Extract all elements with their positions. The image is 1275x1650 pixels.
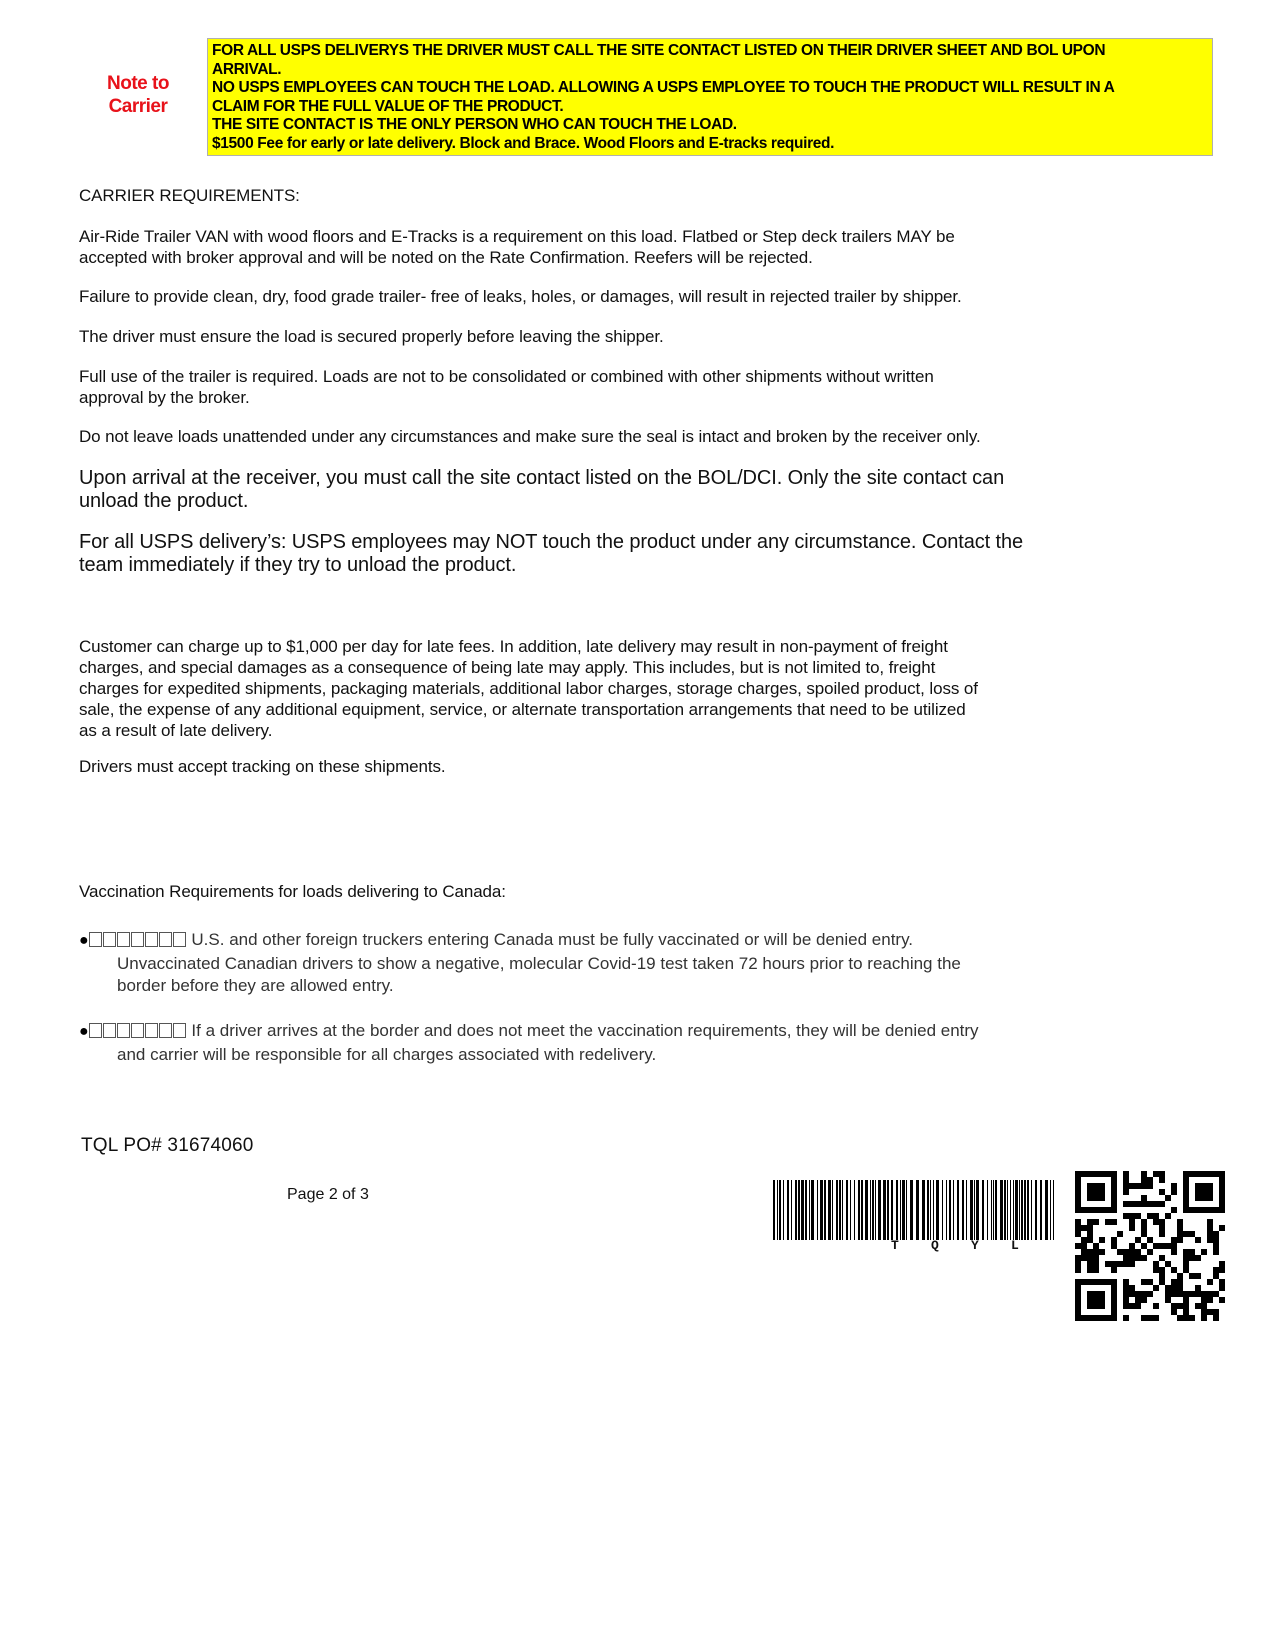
tql-po-number: TQL PO# 31674060 (81, 1135, 254, 1156)
paragraph-line: Air-Ride Trailer VAN with wood floors and E-Tracks is a requirement on this load. Flatbed or Step deck trailers MAY be (79, 227, 955, 246)
barcode-char: Y (971, 1238, 979, 1253)
paragraph-line: accepted with broker approval and will be noted on the Rate Confirmation. Reefers will be rejected. (79, 248, 813, 267)
requirement-usps (79, 531, 1089, 577)
paragraph-line: Upon arrival at the receiver, you must call the site contact listed on the BOL/DCI. Only the site contact can (79, 467, 1005, 489)
missing-glyph-boxes-icon (89, 1022, 187, 1044)
paragraph-line: Do not leave loads unattended under any circumstances and make sure the seal is intact and broken by the receiver only. (79, 427, 981, 446)
requirement-site-contact (79, 467, 1089, 513)
note-line: CLAIM FOR THE FULL VALUE OF THE PRODUCT. (212, 97, 564, 115)
note-line: FOR ALL USPS DELIVERYS THE DRIVER MUST CALL THE SITE CONTACT LISTED ON THEIR DRIVER SHEET AND BOL UPON (212, 42, 1106, 59)
requirement-secure-load (79, 326, 1089, 347)
paragraph-line: For all USPS delivery’s: USPS employees may NOT touch the product under any circumstance. Contact the (79, 531, 1024, 553)
note-label-line-2: Carrier (108, 96, 168, 117)
vaccination-heading (79, 881, 1089, 902)
paragraph-line: Full use of the trailer is required. Loads are not to be consolidated or combined with other shipments without written (79, 367, 934, 386)
note-line: NO USPS EMPLOYEES CAN TOUCH THE LOAD. ALLOWING A USPS EMPLOYEE TO TOUCH THE PRODUCT WILL RESULT IN A (212, 79, 1115, 97)
heading-text: CARRIER REQUIREMENTS: (79, 186, 300, 205)
paragraph-line: charges for expedited shipments, packaging materials, additional labor charges, storage charges, spoiled product, loss of (79, 679, 978, 698)
paragraph-line: unload the product. (79, 490, 249, 512)
paragraph-line: charges, and special damages as a consequence of being late may apply. This includes, but is not limited to, freight (79, 658, 936, 677)
bullet-icon: ● (79, 932, 89, 949)
page-number: Page 2 of 3 (287, 1186, 369, 1203)
requirement-trailer-type (79, 226, 1089, 268)
paragraph-line: Customer can charge up to $1,000 per day for late fees. In addition, late delivery may result in non-payment of freight (79, 637, 948, 656)
missing-glyph-boxes-icon (89, 931, 187, 953)
note-line: ARRIVAL. (212, 60, 282, 78)
requirement-unattended (79, 426, 1089, 447)
requirement-late-fees (79, 636, 1089, 741)
bullet-icon: ● (79, 1023, 89, 1040)
requirement-tracking (79, 756, 1089, 777)
bullet-continuation: and carrier will be responsible for all charges associated with redelivery. (117, 1045, 657, 1064)
vaccination-bullet-1 (79, 929, 961, 997)
bullet-continuation: Unvaccinated Canadian drivers to show a negative, molecular Covid-19 test taken 72 hours prior to reaching the (117, 954, 961, 973)
note-line: THE SITE CONTACT IS THE ONLY PERSON WHO CAN TOUCH THE LOAD. (212, 116, 737, 134)
bullet-text: If a driver arrives at the border and does not meet the vaccination requirements, they will be denied entry (191, 1021, 979, 1040)
barcode-char: T (891, 1238, 899, 1253)
qr-code-icon (1075, 1171, 1225, 1321)
paragraph-line: team immediately if they try to unload the product. (79, 554, 517, 576)
note-label-line-1: Note to (107, 73, 169, 94)
carrier-requirements-heading (79, 185, 1089, 206)
vaccination-bullet-2 (79, 1020, 979, 1066)
paragraph-line: sale, the expense of any additional equipment, service, or alternate transportation arrangements that need to be utilized (79, 700, 966, 719)
carrier-note-box (207, 38, 1213, 156)
paragraph-line: as a result of late delivery. (79, 721, 273, 740)
barcode-char: Q (931, 1238, 939, 1253)
barcode-icon (773, 1180, 1056, 1240)
requirement-clean-trailer (79, 286, 1089, 307)
barcode-char: L (1011, 1238, 1019, 1253)
bullet-text: U.S. and other foreign truckers entering Canada must be fully vaccinated or will be denied entry. (191, 930, 914, 949)
bullet-continuation: border before they are allowed entry. (117, 976, 394, 995)
paragraph-line: The driver must ensure the load is secured properly before leaving the shipper. (79, 327, 664, 346)
heading-text: Vaccination Requirements for loads delivering to Canada: (79, 882, 506, 901)
requirement-full-trailer (79, 366, 1089, 408)
paragraph-line: Drivers must accept tracking on these shipments. (79, 757, 446, 776)
paragraph-line: Failure to provide clean, dry, food grade trailer- free of leaks, holes, or damages, will result in rejected trailer by shipper. (79, 287, 962, 306)
paragraph-line: approval by the broker. (79, 388, 250, 407)
note-line: $1500 Fee for early or late delivery. Block and Brace. Wood Floors and E-tracks required. (212, 134, 835, 152)
note-to-carrier-label (88, 72, 188, 118)
